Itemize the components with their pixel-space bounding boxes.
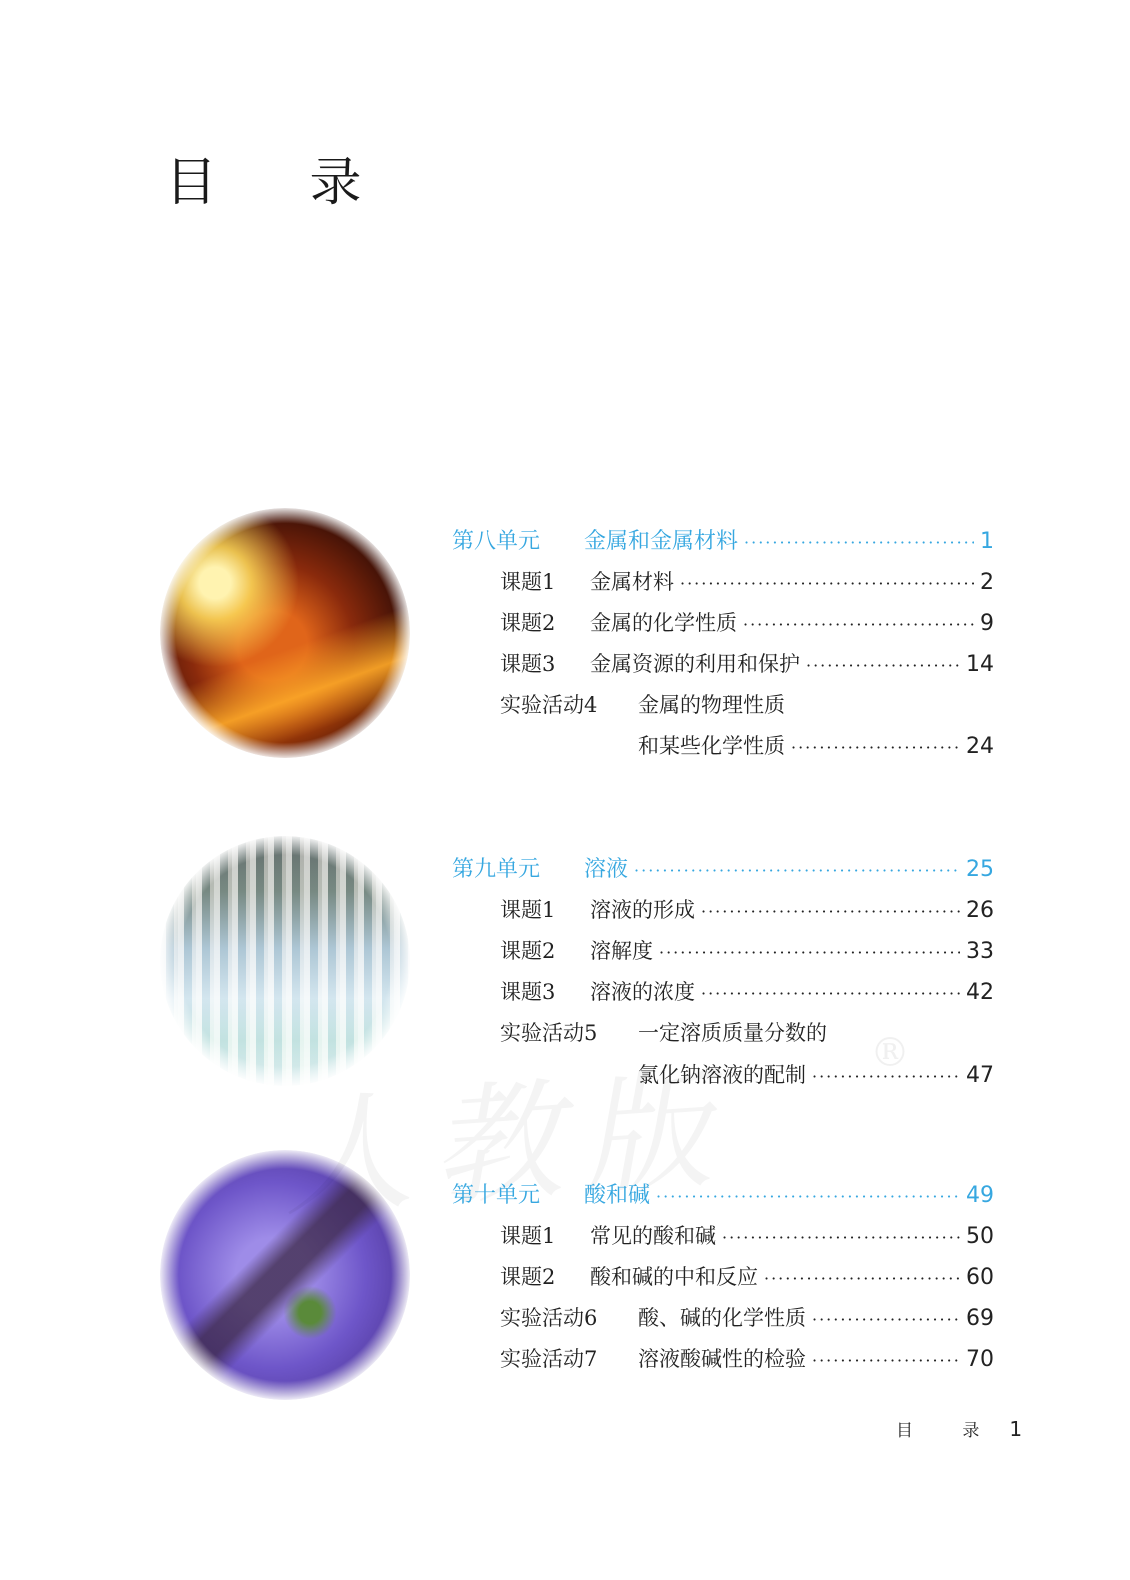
page-title: 目 录 (165, 153, 400, 213)
entry-label: 课题2 (500, 1265, 556, 1289)
entry-title: 酸、碱的化学性质 (638, 1306, 806, 1330)
toc-entry[interactable] (500, 607, 994, 637)
toc-entry[interactable] (500, 1343, 994, 1373)
entry-title: 溶液的浓度 (590, 980, 695, 1004)
toc-entry-line2[interactable] (500, 1059, 994, 1089)
leader-dots (812, 1067, 960, 1086)
entry-title-continued: 氯化钠溶液的配制 (638, 1063, 806, 1087)
page-number: 1 (980, 529, 994, 554)
leader-dots (812, 1310, 960, 1329)
unit-title: 酸和碱 (584, 1183, 651, 1208)
entry-label: 课题1 (500, 570, 556, 594)
page-number: 25 (966, 857, 994, 882)
toc-unit-9[interactable] (452, 852, 994, 882)
toc-unit-10[interactable] (452, 1178, 994, 1208)
entry-title: 金属材料 (590, 570, 674, 594)
toc-entry[interactable] (500, 1220, 994, 1250)
entry-label: 课题3 (500, 980, 556, 1004)
leader-dots (659, 943, 960, 962)
entry-title: 一定溶质质量分数的 (638, 1021, 827, 1045)
publisher-watermark (274, 1025, 736, 1243)
leader-dots (701, 902, 960, 921)
toc-entry[interactable] (500, 1302, 994, 1332)
toc-unit-8[interactable] (452, 524, 994, 554)
leader-dots (701, 984, 960, 1003)
leader-dots (744, 533, 974, 552)
entry-title: 金属资源的利用和保护 (590, 652, 800, 676)
leader-dots (743, 615, 974, 634)
page-number: 47 (966, 1063, 994, 1088)
entry-title: 金属的化学性质 (590, 611, 737, 635)
unit-label: 第十单元 (452, 1183, 541, 1208)
page-number: 42 (966, 980, 994, 1005)
entry-label: 课题1 (500, 1224, 556, 1248)
page-number: 9 (980, 611, 994, 636)
leader-dots (764, 1269, 960, 1288)
entry-label: 实验活动6 (500, 1306, 598, 1330)
footer-title: 目 录 (896, 1421, 1002, 1441)
page-number: 24 (966, 734, 994, 759)
unit-label: 第九单元 (452, 857, 541, 882)
toc-entry[interactable] (500, 935, 994, 965)
toc-entry[interactable] (500, 976, 994, 1006)
unit-title: 溶液 (584, 857, 629, 882)
entry-title: 溶液酸碱性的检验 (638, 1347, 806, 1371)
unit-title: 金属和金属材料 (584, 529, 739, 554)
page-number: 2 (980, 570, 994, 595)
molten-metal-image (160, 508, 410, 758)
entry-title: 常见的酸和碱 (590, 1224, 716, 1248)
entry-label: 实验活动5 (500, 1021, 598, 1045)
leader-dots (680, 574, 974, 593)
unit-label: 第八单元 (452, 529, 541, 554)
page-number: 33 (966, 939, 994, 964)
entry-title: 溶解度 (590, 939, 653, 963)
entry-label: 课题1 (500, 898, 556, 922)
entry-label: 课题2 (500, 611, 556, 635)
entry-title: 溶液的形成 (590, 898, 695, 922)
leader-dots (722, 1228, 960, 1247)
page-number: 49 (966, 1183, 994, 1208)
page-number: 26 (966, 898, 994, 923)
page-number: 14 (966, 652, 994, 677)
entry-title-continued: 和某些化学性质 (638, 734, 785, 758)
leader-dots (656, 1187, 960, 1206)
page-footer (896, 1416, 1022, 1441)
entry-label: 实验活动7 (500, 1347, 598, 1371)
footer-page-number: 1 (1009, 1417, 1023, 1441)
page-number: 60 (966, 1265, 994, 1290)
entry-title: 酸和碱的中和反应 (590, 1265, 758, 1289)
page-number: 69 (966, 1306, 994, 1331)
entry-label: 课题2 (500, 939, 556, 963)
toc-entry[interactable] (500, 566, 994, 596)
toc-entry[interactable] (500, 648, 994, 678)
toc-entry[interactable] (500, 1261, 994, 1291)
leader-dots (806, 656, 960, 675)
toc-entry-line2[interactable] (500, 730, 994, 760)
leader-dots (812, 1351, 960, 1370)
toc-entry-line1[interactable] (500, 689, 994, 719)
entry-title: 金属的物理性质 (638, 693, 785, 717)
toc-entry-line1[interactable] (500, 1017, 994, 1047)
leader-dots (791, 738, 960, 757)
registered-mark: ® (870, 1030, 910, 1076)
page-number: 70 (966, 1347, 994, 1372)
entry-label: 课题3 (500, 652, 556, 676)
page-number: 50 (966, 1224, 994, 1249)
leader-dots (634, 861, 960, 880)
entry-label: 实验活动4 (500, 693, 598, 717)
toc-entry[interactable] (500, 894, 994, 924)
